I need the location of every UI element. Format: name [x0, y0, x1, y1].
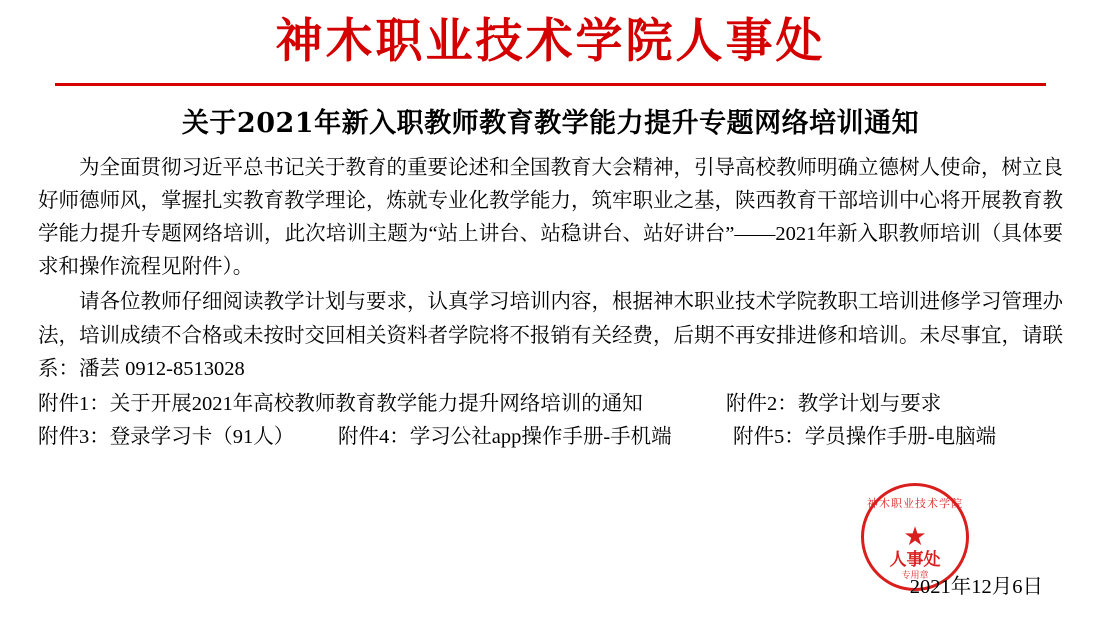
document-body: [38, 152, 1063, 386]
letterhead-title: 神木职业技术学院人事处: [275, 14, 826, 69]
document-footer: [683, 489, 1043, 609]
seal-star-icon: ★: [903, 522, 927, 551]
attachment-item-1[interactable]: 附件1：关于开展2021年高校教师教育教学能力提升网络培训的通知: [38, 392, 643, 415]
letterhead: [0, 0, 1101, 69]
letterhead-divider: [55, 83, 1046, 86]
attachment-item-3[interactable]: 附件3：登录学习卡（91人）: [38, 426, 295, 449]
attachment-row: [38, 388, 1063, 421]
body-paragraph-1: 为全面贯彻习近平总书记关于教育的重要论述和全国教育大会精神，引导高校教师明确立德树人使命，树立良好师德师风，掌握扎实教育教学理论，炼就专业化教学能力，筑牢职业之基，陕西教育干部培训中心将开展教育教学能力提升专题网络培训，此次培训主题为“站上讲台、站稳讲台、站好讲台”——2021年新入职教师培训（具体要求和操作流程见附件）。: [38, 156, 1063, 279]
attachment-item-2[interactable]: 附件2：教学计划与要求: [726, 392, 942, 415]
document-title: 关于2021年新入职教师教育教学能力提升专题网络培训通知: [181, 108, 920, 140]
seal-org-text: 神木职业技术学院: [867, 497, 963, 510]
document-date: 2021年12月6日: [909, 576, 1043, 598]
seal-sub-text: 专用章: [901, 570, 929, 580]
seal-dept-text: 人事处: [889, 550, 941, 570]
attachment-row: [38, 421, 1063, 454]
attachment-list: [38, 388, 1063, 454]
attachment-item-4[interactable]: 附件4：学习公社app操作手册-手机端: [338, 426, 672, 449]
body-paragraph-2: 请各位教师仔细阅读教学计划与要求，认真学习培训内容，根据神木职业技术学院教职工培训进修学习管理办法，培训成绩不合格或未按时交回相关资料者学院将不报销有关经费，后期不再安排进修和培训。未尽事宜，请联系：潘芸 0912-8513028: [38, 291, 1063, 380]
attachment-item-5[interactable]: 附件5：学员操作手册-电脑端: [733, 426, 997, 449]
